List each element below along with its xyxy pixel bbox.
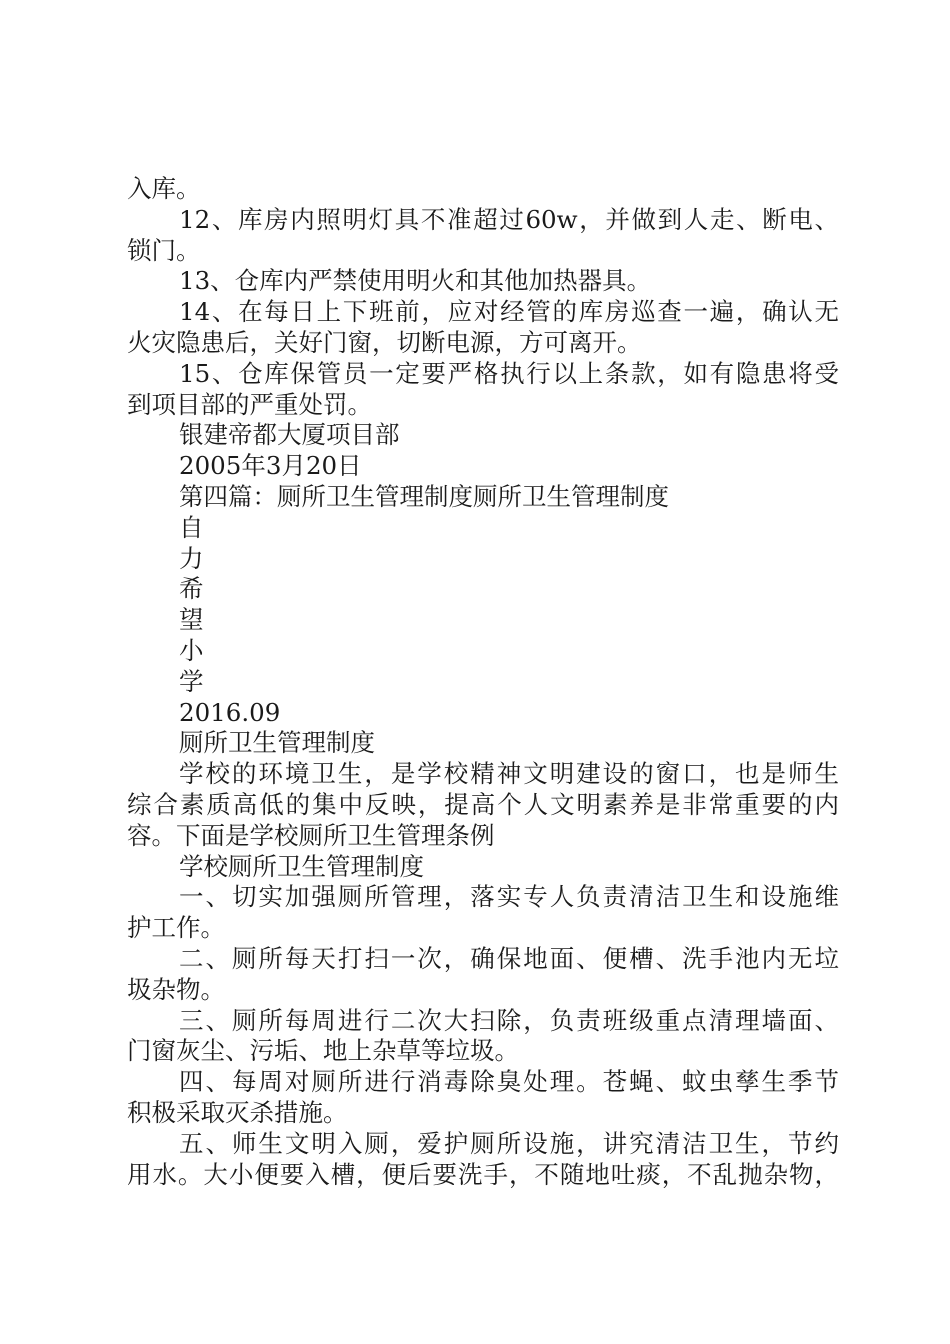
text-line: 力	[179, 543, 204, 573]
text-line: 15、仓库保管员一定要严格执行以上条款，如有隐患将受	[179, 358, 839, 388]
text-line: 二、厕所每天打扫一次，确保地面、便槽、洗手池内无垃	[179, 943, 839, 973]
text-line: 小	[179, 635, 204, 665]
text-line: 门窗灰尘、污垢、地上杂草等垃圾。	[127, 1036, 519, 1066]
text-line: 学校厕所卫生管理制度	[179, 851, 424, 881]
text-line: 圾杂物。	[127, 974, 225, 1004]
text-line: 一、切实加强厕所管理，落实专人负责清洁卫生和设施维	[179, 882, 839, 912]
text-line: 银建帝都大厦项目部	[179, 420, 400, 450]
document-body	[127, 174, 839, 1190]
text-line: 14、在每日上下班前，应对经管的库房巡查一遍，确认无	[179, 297, 839, 327]
text-line: 护工作。	[127, 913, 225, 943]
text-line: 锁门。	[127, 235, 201, 265]
text-line: 厕所卫生管理制度	[179, 728, 375, 758]
text-line: 13、仓库内严禁使用明火和其他加热器具。	[179, 266, 652, 296]
text-line: 五、师生文明入厕，爱护厕所设施，讲究清洁卫生，节约	[179, 1128, 839, 1158]
text-line: 望	[179, 605, 204, 635]
text-line: 2016.09	[179, 697, 281, 727]
text-line: 入库。	[127, 174, 201, 203]
text-line: 三、厕所每周进行二次大扫除，负责班级重点清理墙面、	[179, 1005, 839, 1035]
text-line: 四、每周对厕所进行消毒除臭处理。苍蝇、蚊虫孳生季节	[179, 1067, 839, 1097]
text-line: 自	[179, 512, 204, 542]
text-line: 容。下面是学校厕所卫生管理条例	[127, 820, 495, 850]
text-line: 12、库房内照明灯具不准超过60w，并做到人走、断电、	[179, 204, 839, 234]
text-line: 积极采取灭杀措施。	[127, 1097, 348, 1127]
text-line: 2005年3月20日	[179, 451, 362, 481]
text-line: 综合素质高低的集中反映，提高个人文明素养是非常重要的内	[127, 789, 839, 819]
text-line: 学校的环境卫生，是学校精神文明建设的窗口，也是师生	[179, 759, 839, 789]
text-line: 火灾隐患后，关好门窗，切断电源，方可离开。	[127, 327, 642, 357]
text-line: 到项目部的严重处罚。	[127, 389, 372, 419]
text-line: 学	[179, 666, 204, 696]
text-line: 希	[179, 574, 204, 604]
text-line: 第四篇：厕所卫生管理制度厕所卫生管理制度	[179, 481, 669, 511]
text-line: 用水。大小便要入槽，便后要洗手，不随地吐痰，不乱抛杂物，	[127, 1159, 839, 1189]
